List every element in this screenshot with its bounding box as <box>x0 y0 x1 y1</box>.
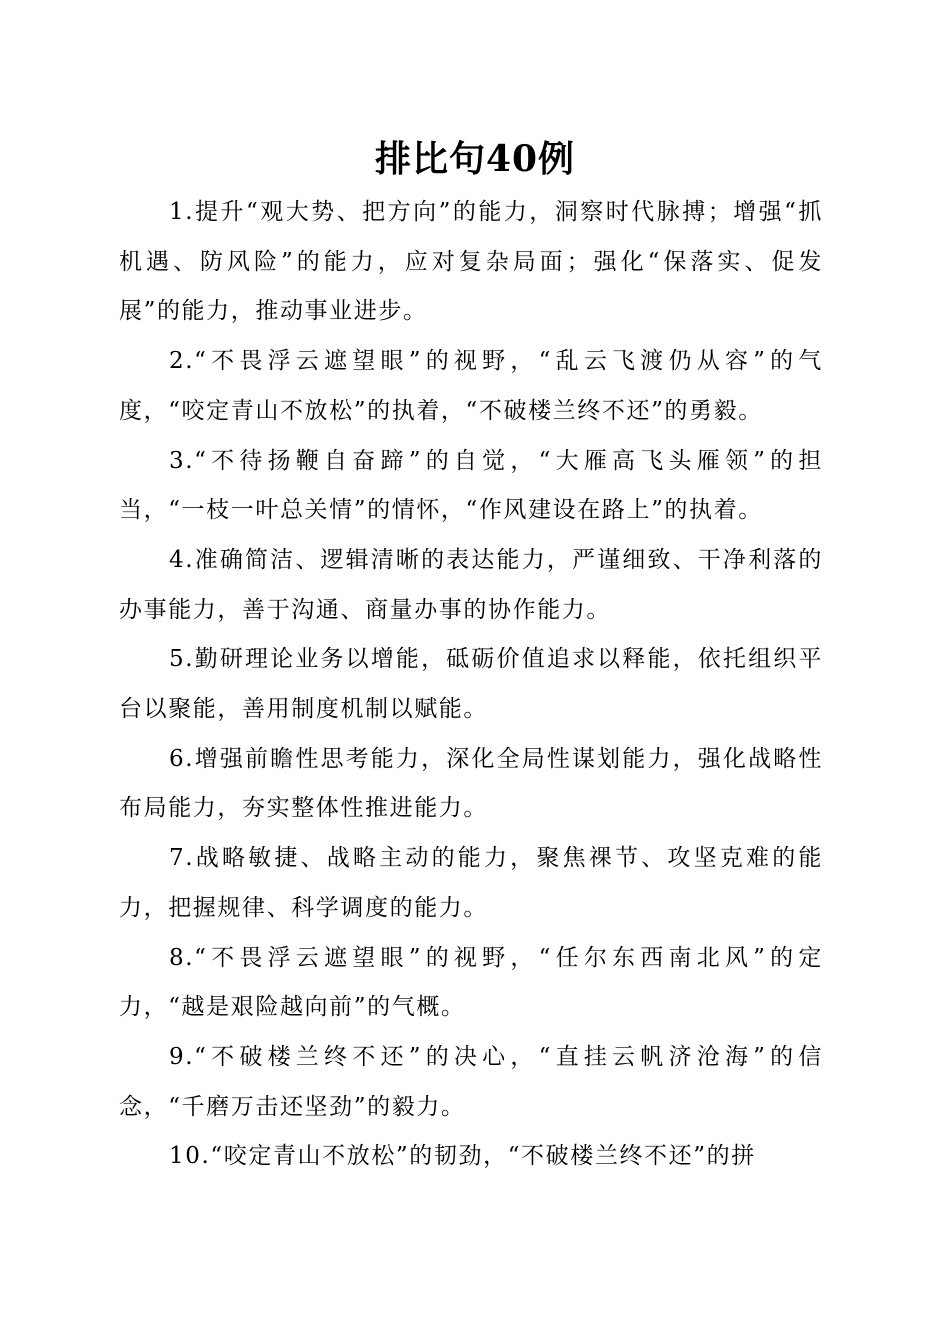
paragraph-4: 4.准确简洁、逻辑清晰的表达能力，严谨细致、干净利落的办事能力，善于沟通、商量办事的协作能力。 <box>119 546 823 623</box>
paragraph-1: 1.提升“观大势、把方向”的能力，洞察时代脉搏；增强“抓机遇、防风险”的能力，应对复杂局面；强化“保落实、促发展”的能力，推动事业进步。 <box>119 199 823 325</box>
document-body <box>119 188 823 1182</box>
document-title: 排比句40例 <box>374 138 576 180</box>
paragraph-10: 10.“咬定青山不放松”的韧劲，“不破楼兰终不还”的拼 <box>169 1143 756 1170</box>
paragraph-5: 5.勤研理论业务以增能，砥砺价值追求以释能，依托组织平台以聚能，善用制度机制以赋能。 <box>119 646 823 723</box>
paragraph-7: 7.战略敏捷、战略主动的能力，聚焦祼节、攻坚克难的能力，把握规律、科学调度的能力。 <box>119 845 823 921</box>
paragraph-2: 2.“不畏浮云遮望眼”的视野，“乱云飞渡仍从容”的气度，“咬定青山不放松”的执着，“不破楼兰终不还”的勇毅。 <box>119 348 823 424</box>
paragraph-3: 3.“不待扬鞭自奋蹄”的自觉，“大雁高飞头雁领”的担当，“一枝一叶总关情”的情怀，“作风建设在路上”的执着。 <box>119 447 823 524</box>
paragraph-9: 9.“不破楼兰终不还”的决心，“直挂云帆济沧海”的信念，“千磨万击还坚劲”的毅力。 <box>119 1043 823 1120</box>
paragraph-6: 6.增强前瞻性思考能力，深化全局性谋划能力，强化战略性布局能力，夯实整体性推进能力。 <box>119 745 823 822</box>
paragraph-8: 8.“不畏浮云遮望眼”的视野，“任尔东西南北风”的定力，“越是艰险越向前”的气概。 <box>119 944 823 1021</box>
